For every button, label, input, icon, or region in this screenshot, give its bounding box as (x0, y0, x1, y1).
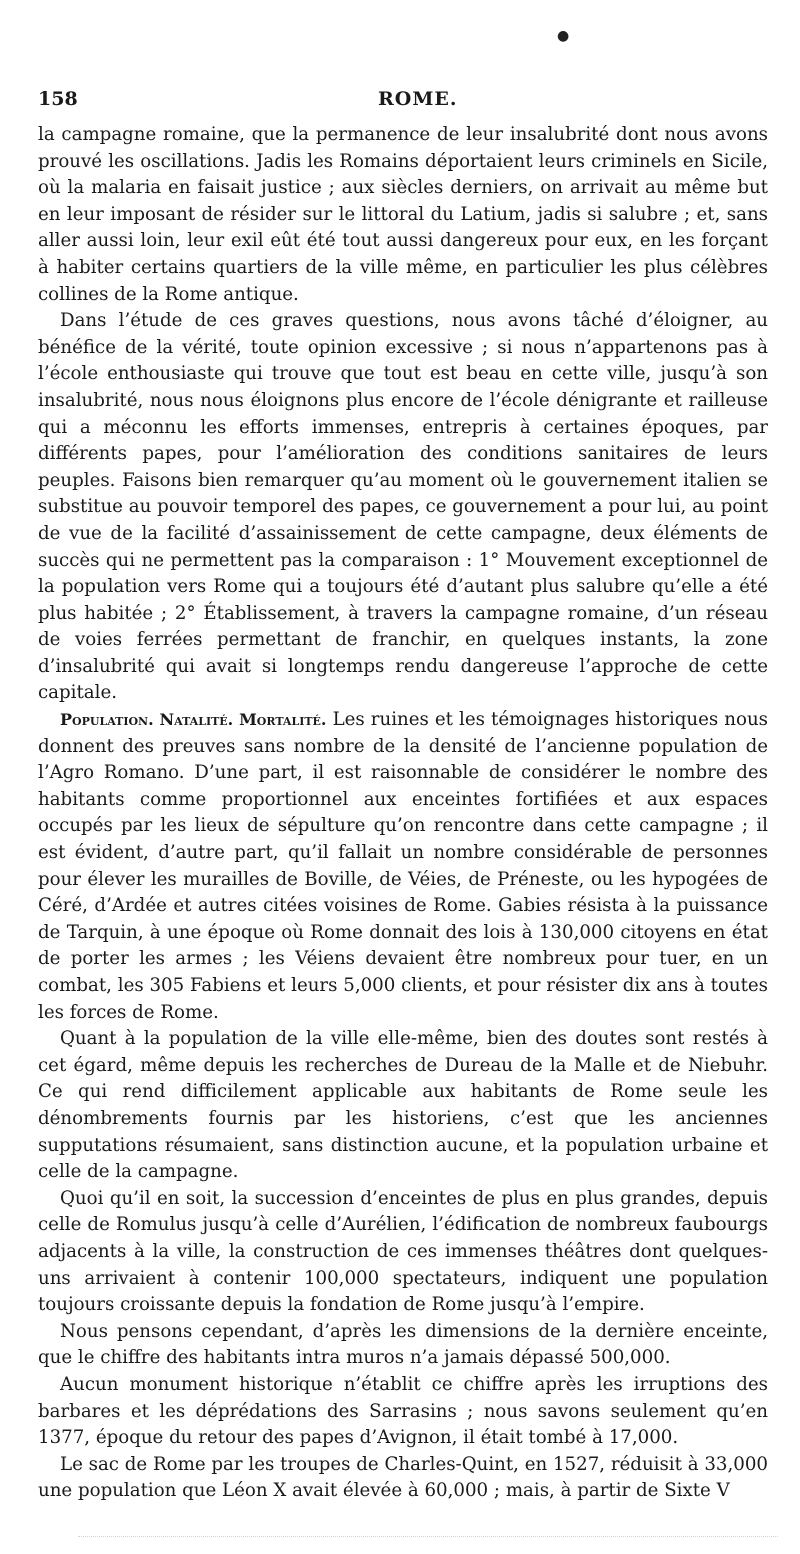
paragraph-6: Nous pensons cependant, d’après les dimensions de la dernière enceinte, que le chiffre des habitants intra muros n’a jamais dépassé 500,000. (38, 1320, 768, 1369)
paragraph-7: Aucun monument historique n’établit ce chiffre après les irruptions des barbares et les déprédations des Sarrasins ; nous savons seulement qu’en 1377, époque du retour des papes d’Avignon, il était tombé à 17,000. (38, 1373, 768, 1449)
paragraph-2: Dans l’étude de ces graves questions, nous avons tâché d’éloigner, au bénéfice de la vérité, toute opinion excessive ; si nous n’appartenons pas à l’école enthousiaste qui trouve que tout est beau en cette ville, jusqu’à son insalubrité, nous nous éloignons plus encore de l’école dénigrante et railleuse qui a méconnu les efforts immenses, entrepris à certaines époques, par différents papes, pour l’amélioration des conditions sanitaires de leurs peuples. Faisons bien remarquer qu’au moment où le gouvernement italien se substitue au pouvoir temporel des papes, ce gouvernement a pour lui, au point de vue de la facilité d’assainissement de cette campagne, deux éléments de succès qui ne permettent pas la comparaison : 1° Mouvement exceptionnel de la population vers Rome qui a toujours été d’autant plus salubre qu’elle a été plus habitée ; 2° Établissement, à travers la campagne romaine, d’un réseau de voies ferrées permettant de franchir, en quelques instants, la zone d’insalubrité qui avait si longtemps rendu dangereuse l’approche de cette capitale. (38, 310, 768, 704)
paragraph-1: la campagne romaine, que la permanence de leur insalubrité dont nous avons prouvé les oscillations. Jadis les Romains déportaient leurs criminels en Sicile, où la malaria en faisait justice ; aux siècles derniers, on arrivait au même but en leur imposant de résider sur le littoral du Latium, jadis si salubre ; et, sans aller aussi loin, leur exil eût été tout aussi dangereux pour eux, en les forçant à habiter certains quartiers de la ville même, en particulier les plus célèbres collines de la Rome antique. (38, 124, 768, 305)
section-heading: Population. Natalité. Mortalité. (60, 710, 327, 730)
paragraph-5: Quoi qu’il en soit, la succession d’enceintes de plus en plus grandes, depuis celle de Romulus jusqu’à celle d’Aurélien, l’édification de nombreux faubourgs adjacents à la ville, la construction de ces immenses théâtres dont quelques-uns arrivaient à contenir 100,000 spectateurs, indiquent une population toujours croissante depuis la fondation de Rome jusqu’à l’empire. (38, 1187, 768, 1316)
paragraph-3 (38, 707, 768, 1026)
ink-mark: ● (557, 28, 570, 44)
running-title: ROME. (378, 88, 458, 110)
page-header (38, 88, 768, 116)
page-number: 158 (38, 88, 78, 110)
bottom-edge-fragment (78, 1536, 778, 1547)
paragraph-8: Le sac de Rome par les troupes de Charles-Quint, en 1527, réduisit à 33,000 une population que Léon X avait élevée à 60,000 ; mais, à partir de Sixte V (38, 1453, 768, 1502)
paragraph-4: Quant à la population de la ville elle-même, bien des doutes sont restés à cet égard, même depuis les recherches de Dureau de la Malle et de Niebuhr. Ce qui rend difficilement applicable aux habitants de Rome seule les dénombrements fournis par les historiens, c’est que les anciennes supputations résumaient, sans distinction aucune, et la population urbaine et celle de la campagne. (38, 1028, 768, 1183)
paragraph-3-text: Les ruines et les témoignages historiques nous donnent des preuves sans nombre de la densité de l’ancienne population de l’Agro Romano. D’une part, il est raisonnable de considérer le nombre des habitants comme proportionnel aux enceintes fortifiées et aux espaces occupés par les lieux de sépulture qu’on rencontre dans cette campagne ; il est évident, d’autre part, qu’il fallait un nombre considérable de personnes pour élever les murailles de Boville, de Véies, de Préneste, ou les hypogées de Céré, d’Ardée et autres citées voisines de Rome. Gabies résista à la puissance de Tarquin, à une époque où Rome donnait des lois à 130,000 citoyens en état de porter les armes ; les Véiens devaient être nombreux pour tuer, en un combat, les 305 Fabiens et leurs 5,000 clients, et pour résister dix ans à toutes les forces de Rome. (38, 709, 768, 1023)
body-text (38, 122, 768, 1505)
document-page (38, 0, 768, 1554)
